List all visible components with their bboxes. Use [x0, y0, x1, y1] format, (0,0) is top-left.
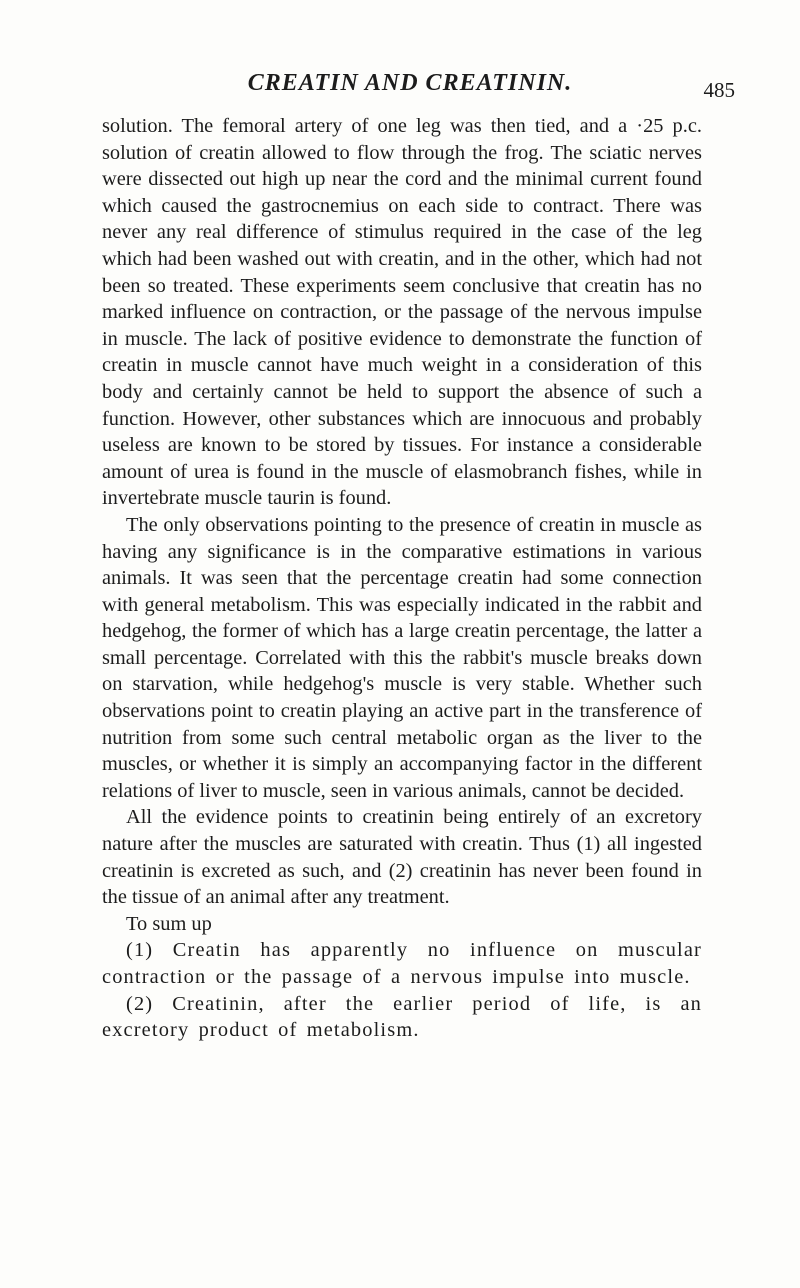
body-text [102, 113, 702, 1044]
running-title: CREATIN AND CREATININ. [247, 70, 573, 96]
paragraph-continuation: solution. The femoral artery of one leg was then tied, and a ·25 p.c. solution of creatin allowed to flow through the frog. The sciatic nerves were dissected out high up near the cord and the minimal current found which caused the gastrocnemius on each side to contract. There was never any real difference of stimulus required in the case of the leg which had been washed out with creatin, and in the other, which had not been so treated. These experiments seem conclusive that creatin has no marked influence on contraction, or the passage of the nervous impulse in muscle. The lack of positive evidence to demonstrate the function of creatin in muscle cannot have much weight in a consideration of this body and certainly cannot be held to support the absence of such a function. However, other substances which are innocuous and probably useless are known to be stored by tissues. For instance a considerable amount of urea is found in the muscle of elasmobranch fishes, while in invertebrate muscle taurin is found. [102, 115, 702, 510]
running-head [0, 70, 800, 104]
conclusion-item-2: (2) Creatinin, after the earlier period of life, is an excretory product of metabolism. [102, 992, 702, 1042]
paragraph-comparative-estimations: The only observations pointing to the presence of creatin in muscle as having any significance is in the comparative estimations in various animals. It was seen that the percentage creatin had some connection with general metabolism. This was especially indicated in the rabbit and hedgehog, the former of which has a large creatin percentage, the latter a small percentage. Correlated with this the rabbit's muscle breaks down on starvation, while hedgehog's muscle is very stable. Whether such observations point to creatin playing an active part in the transference of nutrition from some such central metabolic organ as the liver to the muscles, or whether it is simply an accompanying factor in the different relations of liver to muscle, seen in various animals, cannot be decided. [102, 513, 702, 802]
paragraph-creatinin-excretory: All the evidence points to creatinin being entirely of an excretory nature after the muscles are saturated with creatin. Thus (1) all ingested creatinin is excreted as such, and (2) creatinin has never been found in the tissue of an animal after any treatment. [102, 806, 702, 909]
conclusion-item-1: (1) Creatin has apparently no influence on muscular contraction or the passage of a nervous impulse into muscle. [102, 939, 702, 988]
paragraph-sum-up: To sum up [126, 912, 212, 935]
page-number: 485 [703, 78, 735, 102]
